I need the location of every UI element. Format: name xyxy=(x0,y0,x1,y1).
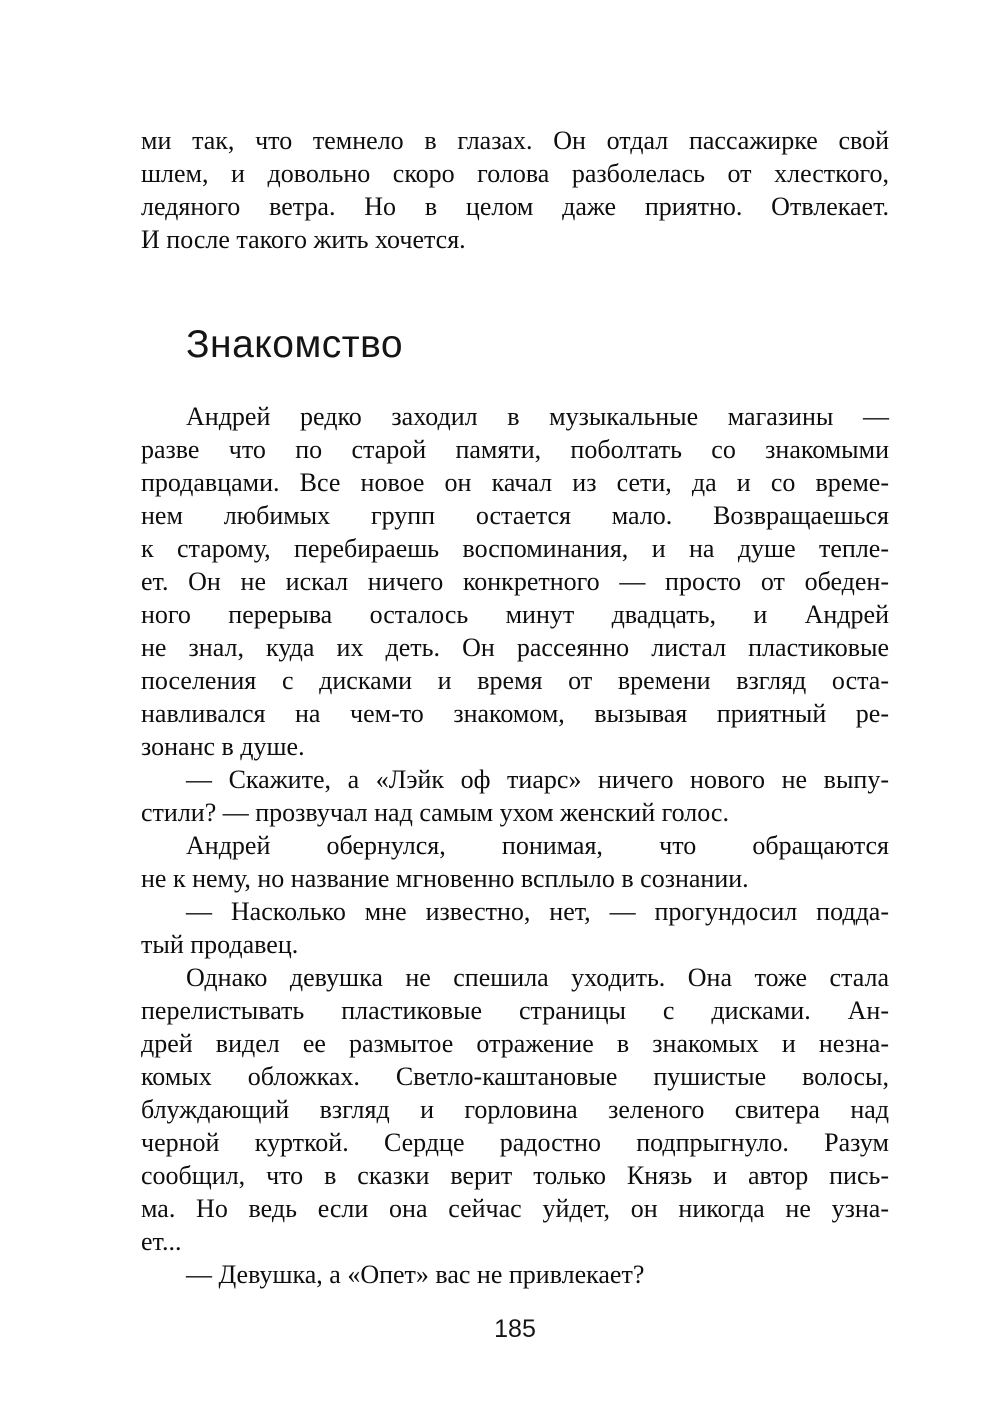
text-line: ми так, что темнело в глазах. Он отдал пассажирке свой xyxy=(141,126,889,155)
text-line: — Насколько мне известно, нет, — прогундосил подда- xyxy=(186,897,889,926)
paragraph-dialogue xyxy=(141,895,889,961)
paragraph-continuation xyxy=(141,124,889,256)
text-line: ного перерыва осталось минут двадцать, и Андрей xyxy=(141,600,889,629)
text-line: ет... xyxy=(141,1227,182,1256)
text-line: дрей видел ее размытое отражение в знакомых и незна- xyxy=(141,1029,889,1058)
text-line: не знал, куда их деть. Он рассеянно листал пластиковые xyxy=(141,633,889,662)
paragraph-body xyxy=(141,961,889,1258)
text-line: ет. Он не искал ничего конкретного — просто от обеден- xyxy=(141,567,889,596)
text-line: зонанс в душе. xyxy=(141,732,305,761)
text-line: стили? — прозвучал над самым ухом женский голос. xyxy=(141,798,729,827)
text-line: перелистывать пластиковые страницы с дисками. Ан- xyxy=(141,996,889,1025)
text-line: Андрей обернулся, понимая, что обращаются xyxy=(186,831,889,860)
text-line: к старому, перебираешь воспоминания, и на душе тепле- xyxy=(141,534,889,563)
text-line: нем любимых групп остается мало. Возвращаешься xyxy=(141,501,889,530)
paragraph-dialogue xyxy=(141,1258,889,1291)
paragraph-dialogue xyxy=(141,763,889,829)
text-line: блуждающий взгляд и горловина зеленого свитера над xyxy=(141,1095,889,1124)
text-line: разве что по старой памяти, поболтать со знакомыми xyxy=(141,435,889,464)
text-line: Однако девушка не спешила уходить. Она тоже стала xyxy=(186,963,889,992)
text-block xyxy=(141,124,889,1291)
text-line: навливался на чем-то знакомом, вызывая приятный ре- xyxy=(141,699,889,728)
text-line: черной курткой. Сердце радостно подпрыгнуло. Разум xyxy=(141,1128,889,1157)
text-line: сообщил, что в сказки верит только Князь и автор пись- xyxy=(141,1161,889,1190)
paragraph-body xyxy=(141,400,889,763)
chapter-heading: Знакомство xyxy=(186,323,404,366)
text-line: комых обложках. Светло-каштановые пушистые волосы, xyxy=(141,1062,889,1091)
paragraph-body xyxy=(141,829,889,895)
text-line: И после такого жить хочется. xyxy=(141,225,466,254)
text-line: — Девушка, а «Опет» вас не привлекает? xyxy=(186,1260,645,1289)
text-line: Андрей редко заходил в музыкальные магазины — xyxy=(186,402,889,431)
text-line: — Скажите, а «Лэйк оф тиарс» ничего нового не выпу- xyxy=(186,765,889,794)
text-line: продавцами. Все новое он качал из сети, да и со време- xyxy=(141,468,889,497)
text-line: тый продавец. xyxy=(141,930,299,959)
text-line: ма. Но ведь если она сейчас уйдет, он никогда не узна- xyxy=(141,1194,889,1223)
text-line: поселения с дисками и время от времени взгляд оста- xyxy=(141,666,889,695)
page-number: 185 xyxy=(494,1315,536,1343)
text-line: не к нему, но название мгновенно всплыло в сознании. xyxy=(141,864,749,893)
text-line: шлем, и довольно скоро голова разболелась от хлесткого, xyxy=(141,159,889,188)
text-line: ледяного ветра. Но в целом даже приятно. Отвлекает. xyxy=(141,192,889,221)
